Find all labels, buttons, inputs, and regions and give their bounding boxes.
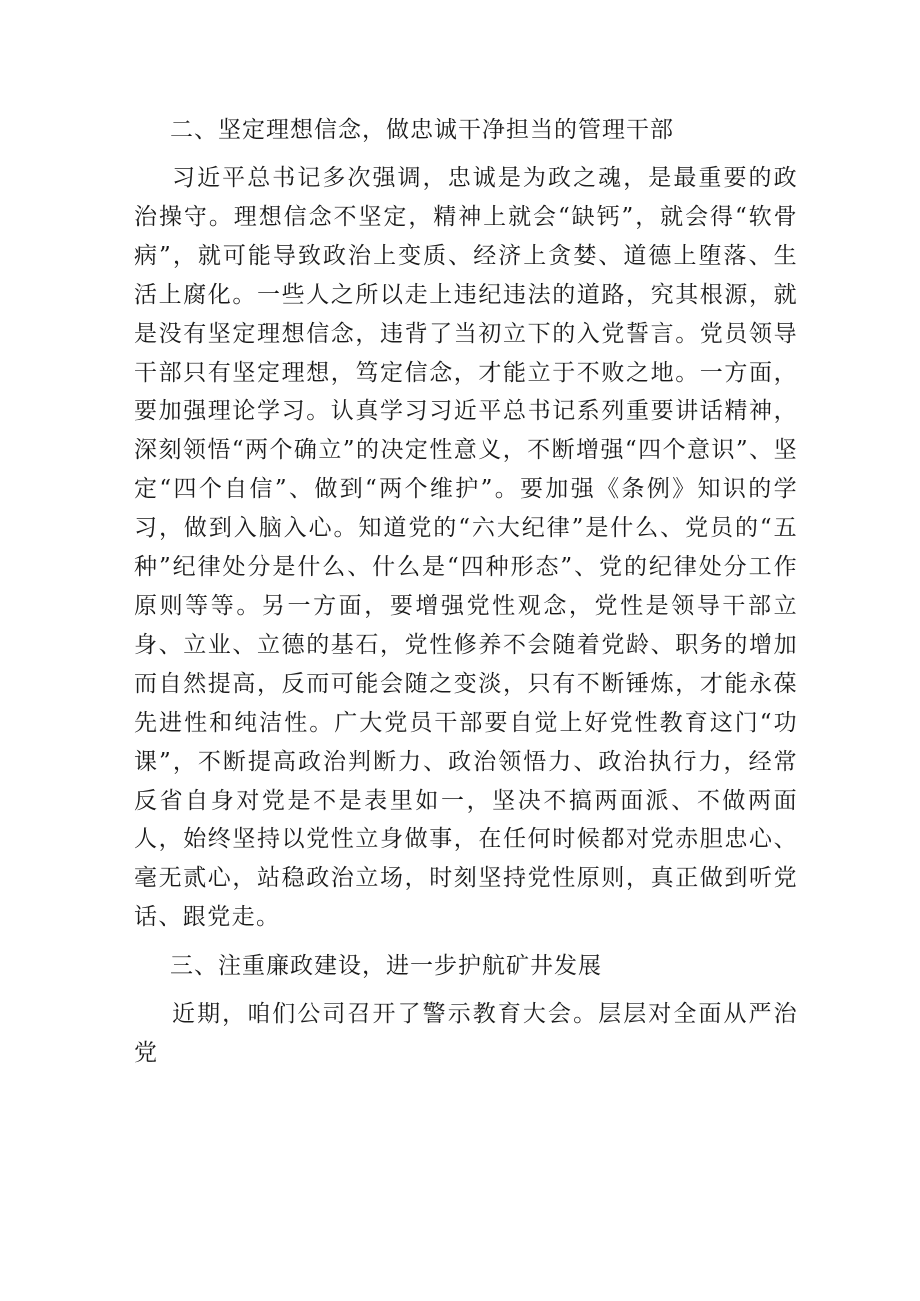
document-body [134,111,798,1073]
section-3-paragraph: 近期，咱们公司召开了警示教育大会。层层对全面从严治党 [134,1001,798,1067]
section-3-heading: 三、注重廉政建设，进一步护航矿井发展 [170,953,602,980]
section-2-heading: 二、坚定理想信念，做忠诚干净担当的管理干部 [170,117,674,143]
section-2-paragraph: 习近平总书记多次强调，忠诚是为政之魂，是最重要的政治操守。理想信念不坚定，精神上就会“缺钙”，就会得“软骨病”，就可能导致政治上变质、经济上贪婪、道德上堕落、生活上腐化。一些人之所以走上违纪违法的道路，究其根源，就是没有坚定理想信念，违背了当初立下的入党誓言。党员领导干部只有坚定理想，笃定信念，才能立于不败之地。一方面，要加强理论学习。认真学习习近平总书记系列重要讲话精神，深刻领悟“两个确立”的决定性意义，不断增强“四个意识”、坚定“四个自信”、做到“两个维护”。要加强《条例》知识的学习，做到入脑入心。知道党的“六大纪律”是什么、党员的“五种”纪律处分是什么、什么是“四种形态”、党的纪律处分工作原则等等。另一方面，要增强党性观念，党性是领导干部立身、立业、立德的基石，党性修养不会随着党龄、职务的增加而自然提高，反而可能会随之变淡，只有不断锤炼，才能永葆先进性和纯洁性。广大党员干部要自觉上好党性教育这门“功课”，不断提高政治判断力、政治领悟力、政治执行力，经常反省自身对党是不是表里如一，坚决不搞两面派、不做两面人，始终坚持以党性立身做事，在任何时候都对党赤胆忠心、毫无贰心，站稳政治立场，时刻坚持党性原则，真正做到听党话、跟党走。 [134,165,798,931]
